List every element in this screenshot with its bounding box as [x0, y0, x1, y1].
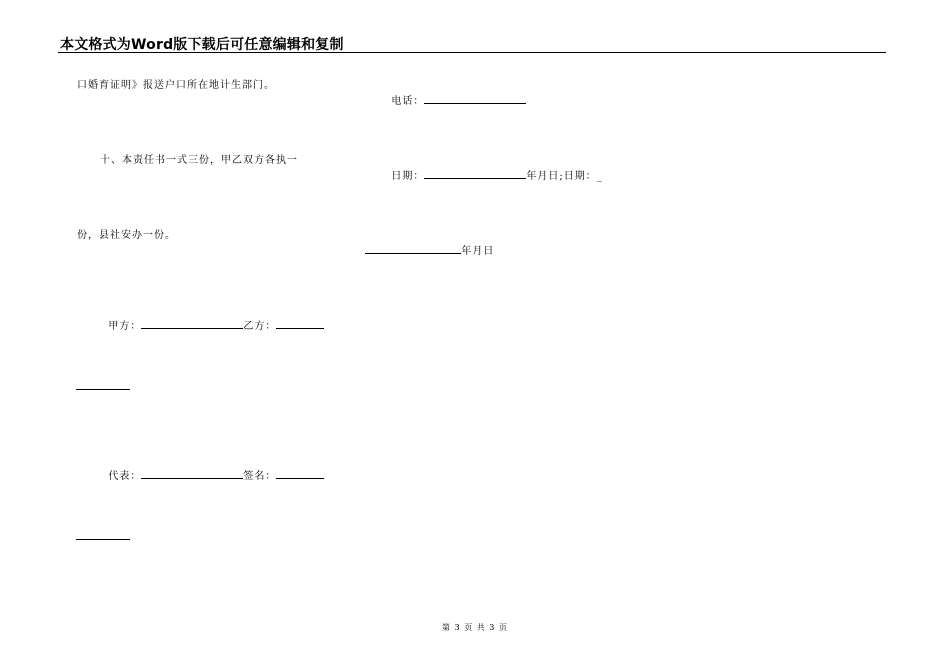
header-divider — [58, 52, 886, 53]
date2-field — [357, 229, 494, 259]
rep-label: 代表： — [108, 471, 142, 482]
rep-line — [100, 454, 324, 484]
party-a-label: 甲方： — [108, 321, 142, 332]
party-a-blank — [141, 318, 243, 329]
page-footer: 第 3 页 共 3 页 — [442, 623, 508, 632]
date-label: 日期： — [391, 171, 425, 182]
date-tail: _ — [596, 171, 603, 182]
date-blank — [424, 168, 526, 179]
phone-blank — [424, 93, 526, 104]
date2-blank — [365, 243, 461, 254]
party-line — [100, 304, 324, 334]
party-b-label: 乙方： — [243, 321, 277, 332]
body-line-1: 口婚育证明》报送户口所在地计生部门。 — [77, 80, 275, 91]
date2-suffix: 年月日 — [461, 246, 495, 257]
phone-label: 电话： — [391, 96, 425, 107]
body-line-3: 份，县社安办一份。 — [77, 230, 176, 241]
party-continuation-blank — [76, 389, 130, 390]
rep-continuation-blank — [76, 539, 130, 540]
body-line-2: 十、本责任书一式三份，甲乙双方各执一 — [100, 155, 298, 166]
date-field — [383, 154, 603, 184]
sign-blank — [276, 468, 324, 479]
sign-label: 签名： — [243, 471, 277, 482]
phone-field — [383, 79, 526, 109]
date-suffix: 年月日;日期： — [526, 171, 597, 182]
document-header-title: 本文格式为Word版下载后可任意编辑和复制 — [60, 37, 344, 53]
party-b-blank — [276, 318, 324, 329]
rep-blank — [141, 468, 243, 479]
